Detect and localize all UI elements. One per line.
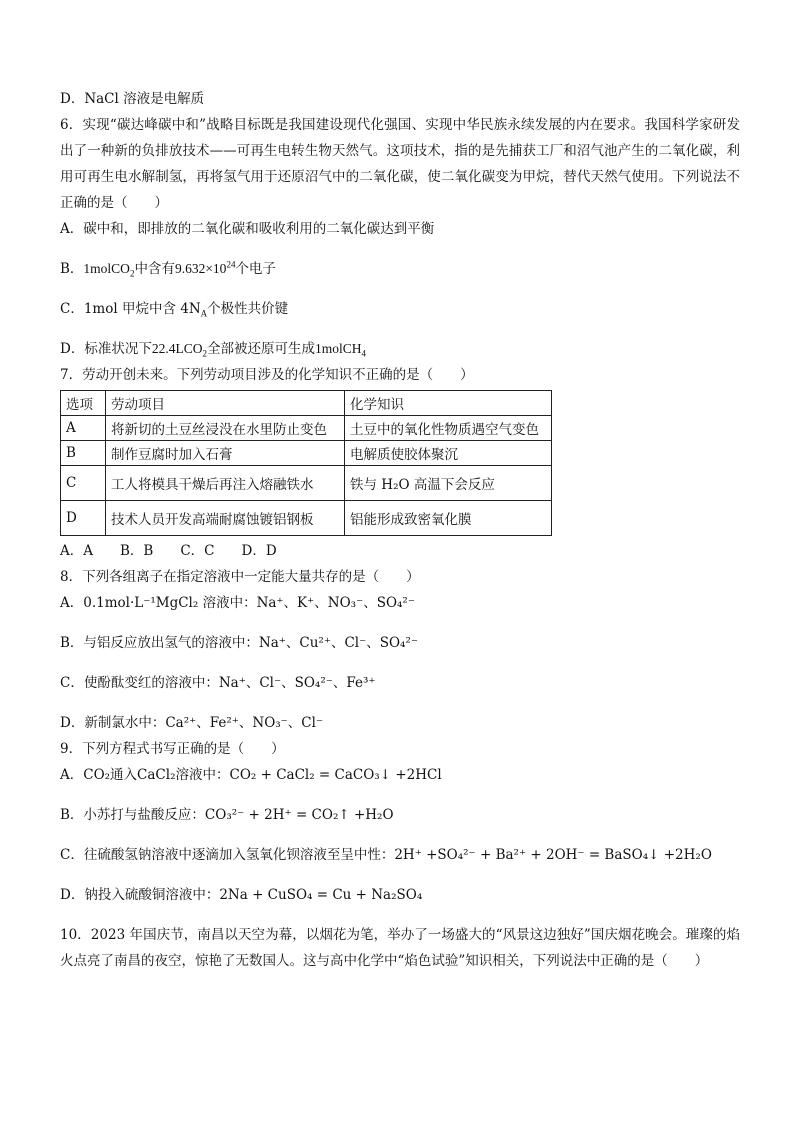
q8-option-d: D．新制氯水中：Ca²⁺、Fe²⁺、NO₃⁻、Cl⁻ bbox=[60, 715, 324, 731]
table-cell: 制作豆腐时加入石膏 bbox=[106, 441, 345, 466]
q8-option-c: C．使酚酞变红的溶液中：Na⁺、Cl⁻、SO₄²⁻、Fe³⁺ bbox=[60, 675, 376, 691]
q7-stem: 7．劳动开创未来。下列劳动项目涉及的化学知识不正确的是（ ） bbox=[60, 367, 474, 383]
q6-option-b: B．1molCO$_2$中含有$9.632\times 10^{24}$个电子 bbox=[60, 259, 276, 279]
q7-choices: A．A B．B C．C D．D bbox=[60, 543, 277, 559]
table-cell: 技术人员开发高端耐腐蚀镀铝钢板 bbox=[106, 501, 345, 536]
q8-option-b: B．与铝反应放出氢气的溶液中：Na⁺、Cu²⁺、Cl⁻、SO₄²⁻ bbox=[60, 635, 419, 651]
table-row bbox=[61, 416, 552, 441]
table-row bbox=[61, 466, 552, 501]
q6-stem: 6．实现“碳达峰碳中和”战略目标既是我国建设现代化强国、实现中华民族永续发展的内在要求。我国科学家研发出了一种新的负排放技术——可再生电转生物天然气。这项技术，指的是先捕获工厂和沼气池产生的二氧化碳，利用可再生电水解制氢，再将氢气用于还原沼气中的二氧化碳，使二氧化碳变为甲烷，替代天然气使用。下列说法不正确的是（ ） bbox=[60, 117, 740, 211]
table-row bbox=[61, 441, 552, 466]
table-cell: 铝能形成致密氧化膜 bbox=[345, 501, 552, 536]
table-cell: C bbox=[61, 466, 106, 501]
q9-option-d: D．钠投入硫酸铜溶液中：2Na + CuSO₄ = Cu + Na₂SO₄ bbox=[60, 887, 423, 903]
q10-stem: 10．2023 年国庆节，南昌以天空为幕，以烟花为笔，举办了一场盛大的“风景这边独好”国庆烟花晚会。璀璨的焰火点亮了南昌的夜空，惊艳了无数国人。这与高中化学中“焰色试验”知识相关，下列说法中正确的是（ ） bbox=[60, 927, 740, 969]
table-header-cell: 劳动项目 bbox=[106, 391, 345, 416]
table-cell: 将新切的土豆丝浸没在水里防止变色 bbox=[106, 416, 345, 441]
table-header-cell: 化学知识 bbox=[345, 391, 552, 416]
q9-option-b: B．小苏打与盐酸反应：CO₃²⁻ + 2H⁺ = CO₂↑ +H₂O bbox=[60, 807, 394, 823]
q9-option-a: A．CO₂通入CaCl₂溶液中：CO₂ + CaCl₂ = CaCO₃↓ +2HCl bbox=[60, 767, 442, 783]
q6-option-c: C．1mol 甲烷中含 $4N_A$个极性共价键 bbox=[60, 301, 289, 319]
table-cell: 土豆中的氧化性物质遇空气变色 bbox=[345, 416, 552, 441]
exam-page bbox=[60, 86, 740, 974]
table-cell: D bbox=[61, 501, 106, 536]
table-cell: 铁与 H₂O 高温下会反应 bbox=[345, 466, 552, 501]
table-header-cell: 选项 bbox=[61, 391, 106, 416]
q8-stem: 8．下列各组离子在指定溶液中一定能大量共存的是（ ） bbox=[60, 569, 420, 585]
table-cell: 电解质使胶体聚沉 bbox=[345, 441, 552, 466]
q8-option-a: A．0.1mol·L⁻¹MgCl₂ 溶液中：Na⁺、K⁺、NO₃⁻、SO₄²⁻ bbox=[60, 595, 415, 611]
table-header-row bbox=[61, 391, 552, 416]
table-cell: A bbox=[61, 416, 106, 441]
q9-option-c: C．往硫酸氢钠溶液中逐滴加入氢氧化钡溶液至呈中性：2H⁺ +SO₄²⁻ + Ba²⁺ + 2OH⁻ = BaSO₄↓ +2H₂O bbox=[60, 847, 712, 863]
table-cell: B bbox=[61, 441, 106, 466]
q6-option-d: D．标准状况下$22.4LCO_2$全部被还原可生成1molCH$_4$ bbox=[60, 341, 366, 359]
table-row bbox=[61, 501, 552, 536]
table-cell: 工人将模具干燥后再注入熔融铁水 bbox=[106, 466, 345, 501]
q5-option-d: D．NaCl 溶液是电解质 bbox=[60, 91, 205, 107]
q7-table bbox=[60, 390, 552, 536]
q9-stem: 9．下列方程式书写正确的是（ ） bbox=[60, 741, 285, 757]
q6-option-a: A．碳中和，即排放的二氧化碳和吸收利用的二氧化碳达到平衡 bbox=[60, 221, 435, 237]
